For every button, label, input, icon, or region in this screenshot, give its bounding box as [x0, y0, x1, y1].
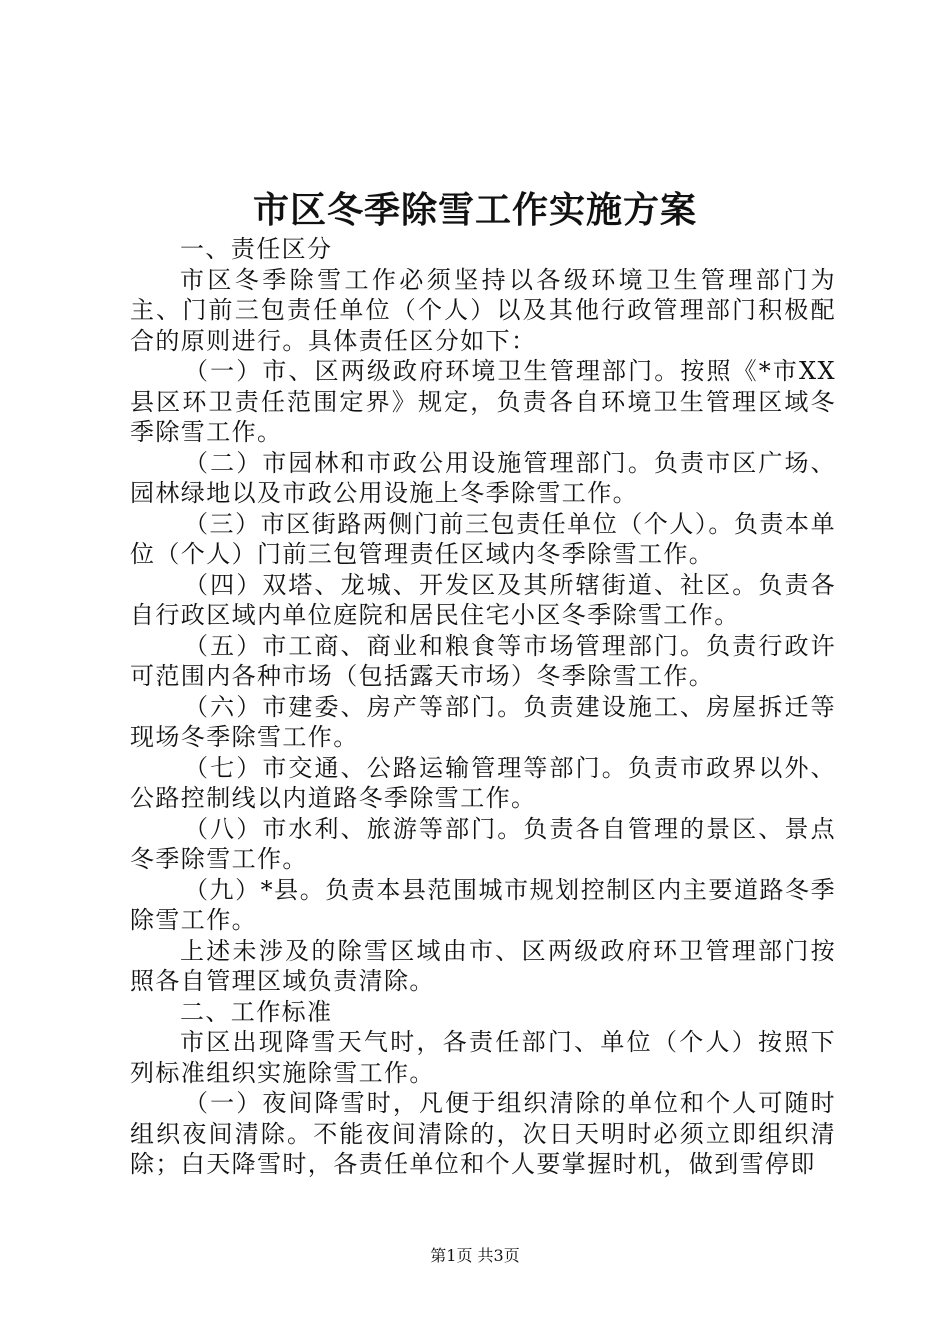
section-heading-2: 二、工作标准	[180, 997, 333, 1026]
document-title: 市区冬季除雪工作实施方案	[252, 189, 697, 231]
document-body	[130, 234, 836, 1180]
paragraph-item-5: （五）市工商、商业和粮食等市场管理部门。负责行政许可范围内各种市场（包括露天市场）冬季除雪工作。	[130, 631, 836, 690]
paragraph-item-2: （二）市园林和市政公用设施管理部门。负责市区广场、园林绿地以及市政公用设施上冬季除雪工作。	[130, 448, 836, 507]
paragraph-item-1: （一）市、区两级政府环境卫生管理部门。按照《*市XX县区环卫责任范围定界》规定，负责各自环境卫生管理区域冬季除雪工作。	[130, 357, 836, 446]
paragraph-summary: 上述未涉及的除雪区域由市、区两级政府环卫管理部门按照各自管理区域负责清除。	[130, 936, 836, 995]
paragraph-item-8: （八）市水利、旅游等部门。负责各自管理的景区、景点冬季除雪工作。	[130, 814, 836, 873]
paragraph-intro: 市区冬季除雪工作必须坚持以各级环境卫生管理部门为主、门前三包责任单位（个人）以及其他行政管理部门积极配合的原则进行。具体责任区分如下：	[130, 265, 836, 355]
paragraph-item-3: （三）市区街路两侧门前三包责任单位（个人）。负责本单位（个人）门前三包管理责任区域内冬季除雪工作。	[130, 509, 836, 568]
section-heading-1: 一、责任区分	[180, 235, 333, 263]
paragraph-item-7: （七）市交通、公路运输管理等部门。负责市政界以外、公路控制线以内道路冬季除雪工作。	[130, 753, 836, 812]
paragraph-item-6: （六）市建委、房产等部门。负责建设施工、房屋拆迁等现场冬季除雪工作。	[130, 692, 836, 751]
page-number-footer: 第1页 共3页	[430, 1246, 520, 1265]
paragraph-item-4: （四）双塔、龙城、开发区及其所辖街道、社区。负责各自行政区域内单位庭院和居民住宅小区冬季除雪工作。	[130, 570, 836, 629]
paragraph-standard-intro: 市区出现降雪天气时，各责任部门、单位（个人）按照下列标准组织实施除雪工作。	[130, 1028, 836, 1087]
paragraph-standard-1: （一）夜间降雪时，凡便于组织清除的单位和个人可随时组织夜间清除。不能夜间清除的，次日天明时必须立即组织清除；白天降雪时，各责任单位和个人要掌握时机，做到雪停即	[130, 1089, 836, 1178]
paragraph-item-9: （九）*县。负责本县范围城市规划控制区内主要道路冬季除雪工作。	[130, 875, 836, 934]
